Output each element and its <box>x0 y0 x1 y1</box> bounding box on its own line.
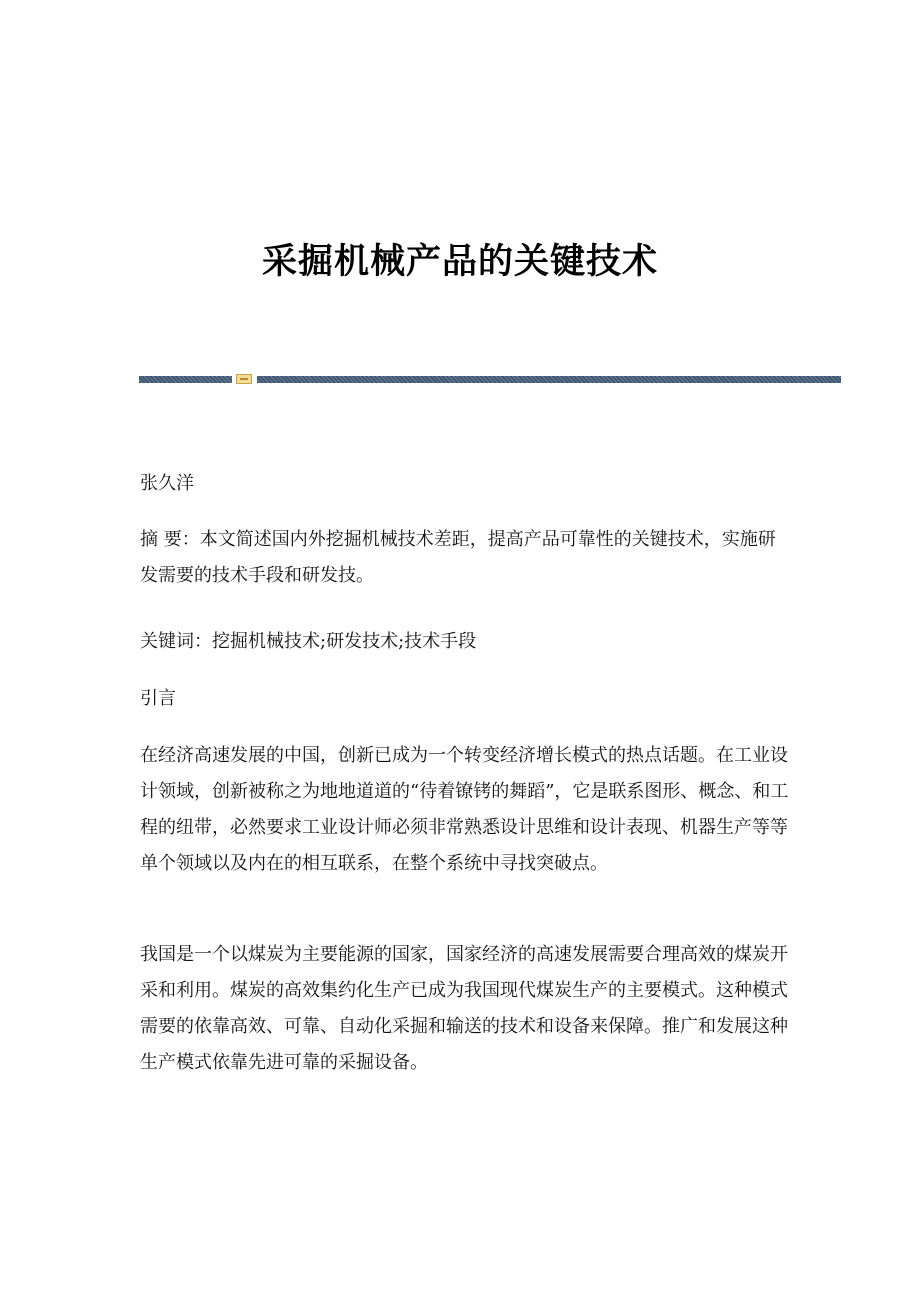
author-name: 张久洋 <box>140 473 194 494</box>
body-paragraph: 我国是一个以煤炭为主要能源的国家，国家经济的高速发展需要合理高效的煤炭开采和利用。煤炭的高效集约化生产已成为我国现代煤炭生产的主要模式。这种模式需要的依靠高效、可靠、自动化采掘和输送的技术和设备来保障。推广和发展这种生产模式依靠先进可靠的采掘设备。 <box>140 944 788 1073</box>
abstract: 摘 要：本文简述国内外挖掘机械技术差距，提高产品可靠性的关键技术，实施研发需要的技术手段和研发技。 <box>140 529 776 586</box>
divider-ornament-icon <box>236 374 252 384</box>
body-paragraph: 在经济高速发展的中国，创新已成为一个转变经济增长模式的热点话题。在工业设计领域，创新被称之为地地道道的“待着镣铐的舞蹈”，它是联系图形、概念、和工程的纽带，必然要求工业设计师必须非常熟悉设计思维和设计表现、机器生产等等单个领域以及内在的相互联系，在整个系统中寻找突破点。 <box>140 745 789 874</box>
divider-bar-right <box>257 376 841 383</box>
intro-heading: 引言 <box>140 688 176 709</box>
title-divider <box>139 374 841 384</box>
keywords: 关键词：挖掘机械技术;研发技术;技术手段 <box>140 631 477 652</box>
document-title: 采掘机械产品的关键技术 <box>261 241 658 283</box>
divider-bar-left <box>139 376 232 383</box>
